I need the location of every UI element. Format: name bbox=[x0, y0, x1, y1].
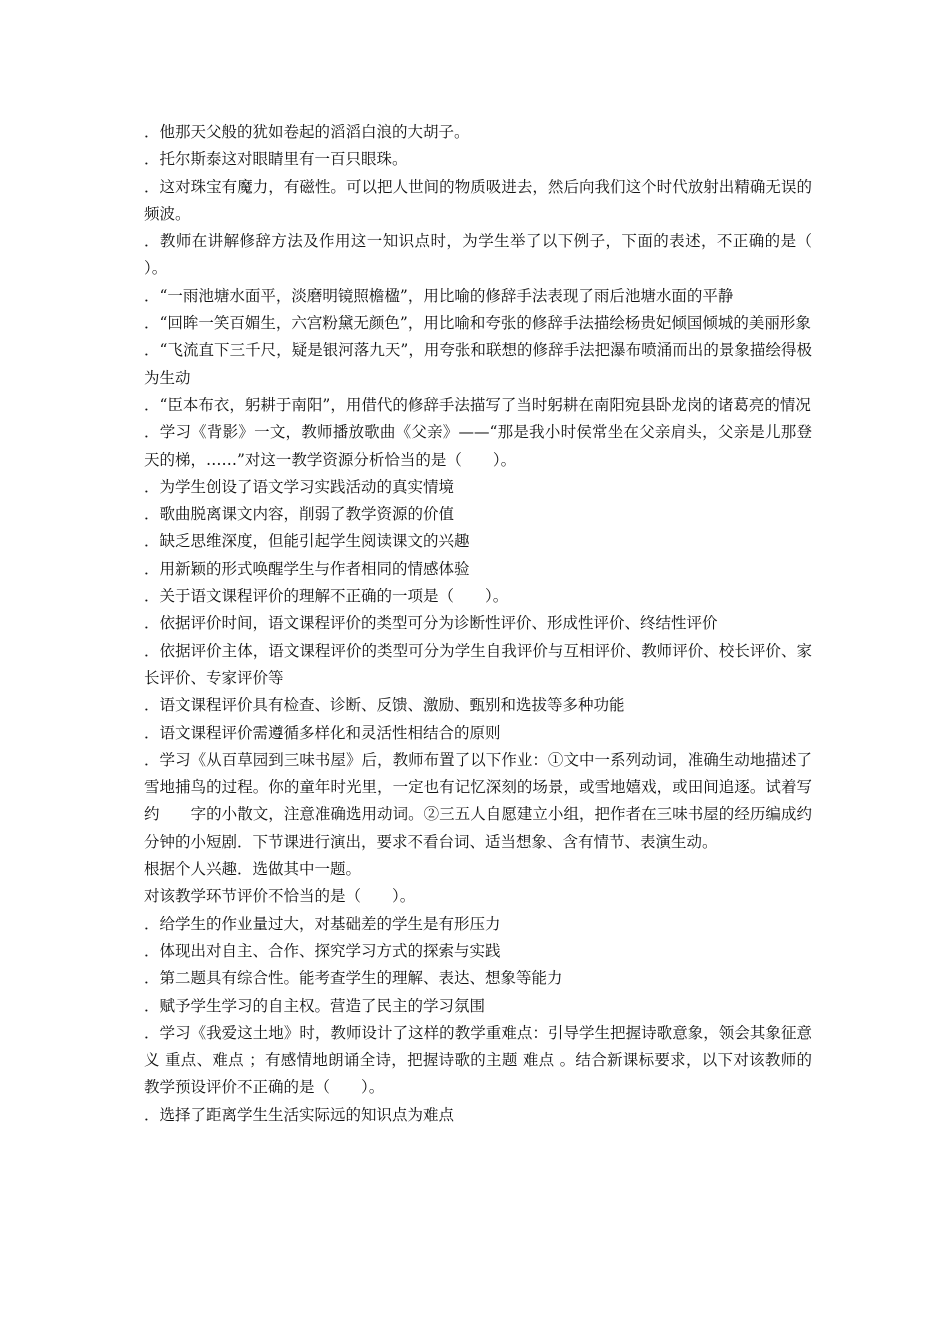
answer-option: ．给学生的作业量过大，对基础差的学生是有形压力 bbox=[144, 914, 501, 933]
answer-option: ．体现出对自主、合作、探究学习方式的探索与实践 bbox=[144, 941, 501, 960]
answer-option: ．语文课程评价具有检查、诊断、反馈、激励、甄别和选拔等多种功能 bbox=[144, 696, 625, 715]
question-prompt: 对该教学环节评价不恰当的是（ ）。 bbox=[144, 887, 416, 906]
question-stem: ．关于语文课程评价的理解不正确的一项是（ ）。 bbox=[144, 587, 509, 606]
text-line: ．他那天父般的犹如卷起的滔滔白浪的大胡子。 bbox=[144, 123, 470, 141]
text-line: ．托尔斯泰这对眼睛里有一百只眼珠。 bbox=[144, 150, 408, 169]
answer-option: ．语文课程评价需遵循多样化和灵活性相结合的原则 bbox=[144, 723, 501, 742]
answer-option: ．“一雨池塘水面平，淡磨明镜照檐楹”，用比喻的修辞手法表现了雨后池塘水面的平静 bbox=[144, 286, 734, 305]
answer-option: ．赋予学生学习的自主权。营造了民主的学习氛围 bbox=[144, 996, 486, 1015]
text-line: 根据个人兴趣．选做其中一题。 bbox=[144, 860, 362, 879]
answer-option: ．歌曲脱离课文内容，削弱了教学资源的价值 bbox=[144, 505, 455, 524]
question-stem: ．教师在讲解修辞方法及作用这一知识点时，为学生举了以下例子，下面的表述，不正确的是（ ）。 bbox=[144, 232, 844, 278]
text-line: ．这对珠宝有魔力，有磁性。可以把人世间的物质吸进去，然后向我们这个时代放射出精确无误的频波。 bbox=[144, 177, 812, 223]
answer-option: ．选择了距离学生生活实际远的知识点为难点 bbox=[144, 1105, 455, 1124]
answer-option: ．“回眸一笑百媚生，六宫粉黛无颜色”，用比喻和夸张的修辞手法描绘杨贵妃倾国倾城的美丽形象 bbox=[144, 314, 811, 333]
question-stem: ．学习《从百草园到三味书屋》后，教师布置了以下作业：①文中一系列动词，准确生动地描述了雪地捕鸟的过程。你的童年时光里，一定也有记忆深刻的场景，或雪地嬉戏，或田间追逐。试着写约 字的小散文，注意准确选用动词。②三五人自愿建立小组，把作者在三味书屋的经历编成约 分钟的小短剧．下节课进行演出，要求不看台词、适当想象、含有情节、表演生动。 bbox=[144, 750, 833, 851]
answer-option: ．用新颖的形式唤醒学生与作者相同的情感体验 bbox=[144, 559, 470, 578]
answer-option: ．缺乏思维深度，但能引起学生阅读课文的兴趣 bbox=[144, 532, 470, 551]
answer-option: ．“臣本布衣，躬耕于南阳”，用借代的修辞手法描写了当时躬耕在南阳宛县卧龙岗的诸葛亮的情况 bbox=[144, 395, 811, 414]
question-stem: ．学习《我爱这土地》时，教师设计了这样的教学重难点：引导学生把握诗歌意象，领会其象征意义 重点、难点 ；有感情地朗诵全诗，把握诗歌的主题 难点 。结合新课标要求，以下对该教师的教学预设评价不正确的是（ ）。 bbox=[144, 1023, 812, 1097]
answer-option: ．“飞流直下三千尺，疑是银河落九天”，用夸张和联想的修辞手法把瀑布喷涌而出的景象描绘得极为生动 bbox=[144, 341, 812, 387]
answer-option: ．依据评价主体，语文课程评价的类型可分为学生自我评价与互相评价、教师评价、校长评价、家长评价、专家评价等 bbox=[144, 641, 812, 687]
document-body bbox=[144, 119, 844, 1129]
answer-option: ．为学生创设了语文学习实践活动的真实情境 bbox=[144, 477, 455, 496]
answer-option: ．依据评价时间，语文课程评价的类型可分为诊断性评价、形成性评价、终结性评价 bbox=[144, 614, 718, 633]
answer-option: ．第二题具有综合性。能考查学生的理解、表达、想象等能力 bbox=[144, 969, 563, 988]
question-stem: ．学习《背影》一文，教师播放歌曲《父亲》——“那是我小时侯常坐在父亲肩头，父亲是儿那登天的梯，……”对这一教学资源分析恰当的是（ ）。 bbox=[144, 423, 812, 469]
